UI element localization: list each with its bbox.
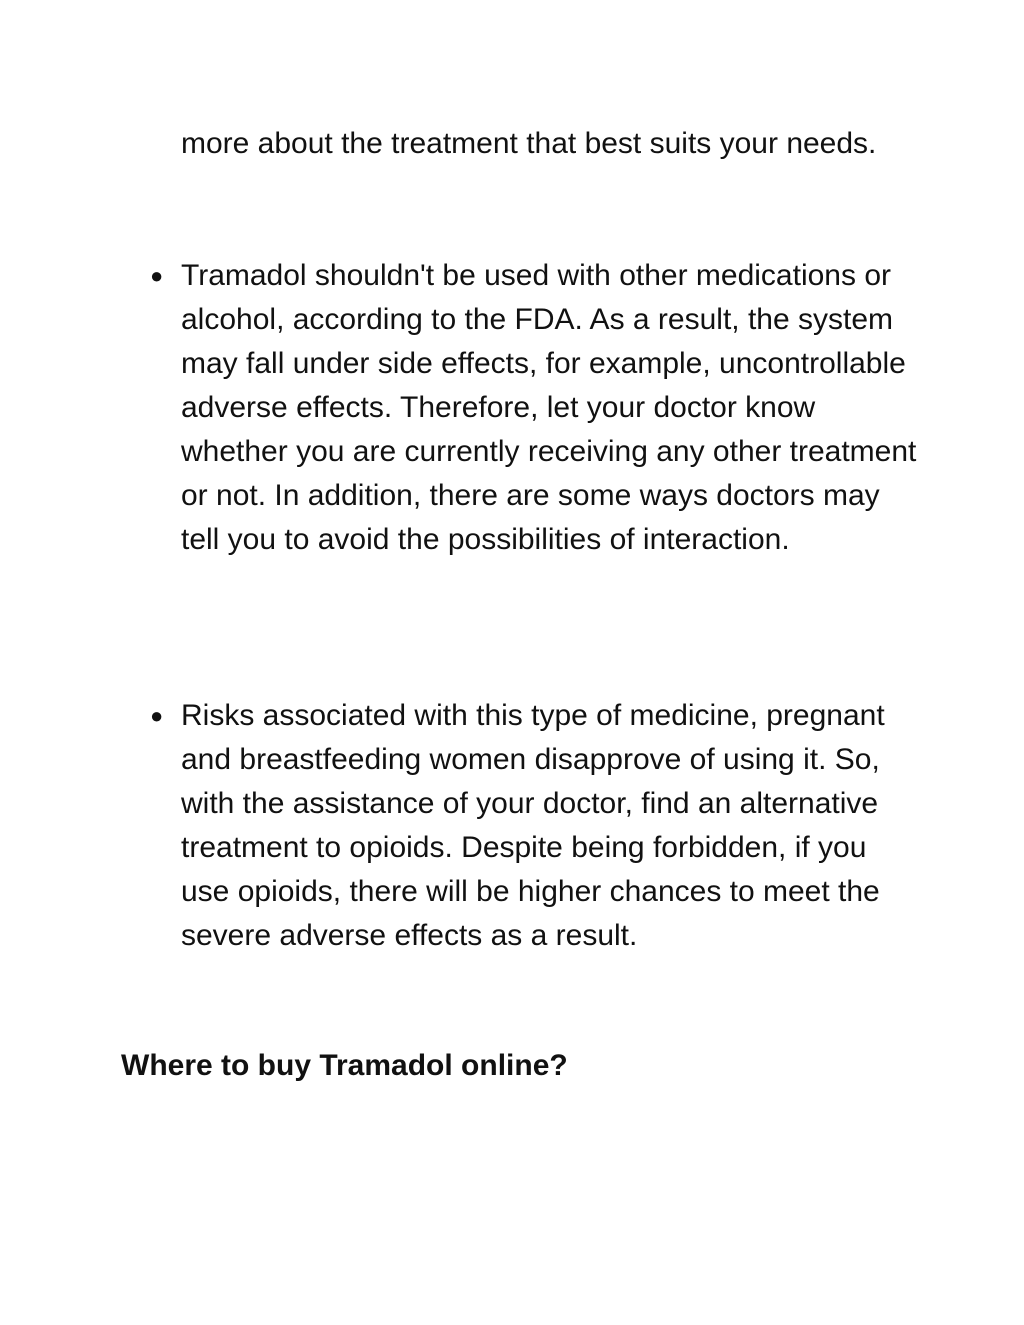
list-item bbox=[150, 694, 920, 958]
list-item-text: Tramadol shouldn't be used with other medications or alcohol, according to the FDA. As a result, the system may fall under side effects, for example, uncontrollable adverse effects. Therefore, let your doctor know whether you are currently receiving any other treatment or not. In addition, there are some ways doctors may tell you to avoid the possibilities of interaction. bbox=[181, 259, 917, 556]
section-heading: Where to buy Tramadol online? bbox=[121, 1049, 568, 1082]
continued-paragraph: more about the treatment that best suits your needs. bbox=[181, 127, 877, 160]
bullet-icon: ● bbox=[150, 263, 164, 288]
list-item-text: Risks associated with this type of medicine, pregnant and breastfeeding women disapprove of using it. So, with the assistance of your doctor, find an alternative treatment to opioids. Despite being forbidden, if you use opioids, there will be higher chances to meet the severe adverse effects as a result. bbox=[181, 699, 885, 952]
list-item bbox=[150, 254, 920, 562]
bullet-icon: ● bbox=[150, 703, 164, 728]
